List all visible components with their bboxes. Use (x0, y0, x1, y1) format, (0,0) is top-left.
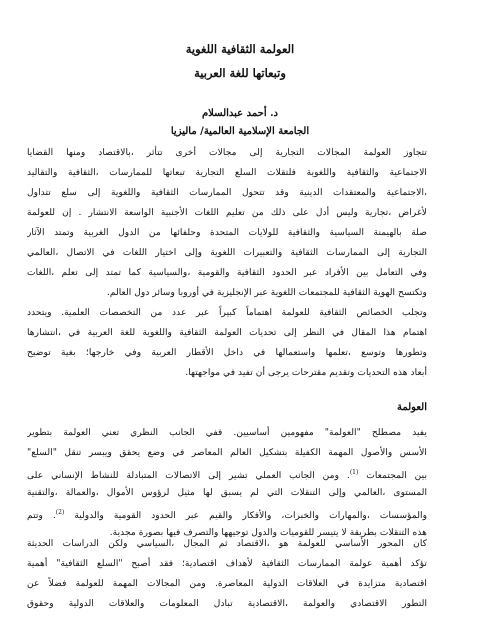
abstract-paragraph (27, 143, 427, 383)
text-line: ،الاجتماعية والمعتقدات الدينية وقد تتحول الممارسات الثقافية واللغوية إلى سلع تتداول (27, 187, 427, 198)
text-segment: . وتتم (27, 510, 56, 522)
text-line: وتجلب الخصائص الثقافية للعولمة اهتماماً كبيراً عبر عدد من التخصصات العلمية. ويتحدد (27, 307, 427, 318)
body-paragraph-2 (27, 534, 427, 614)
text-line: التجارية إلى الممارسات الثقافية والتعبيرات اللغوية وإلى اختيار اللغات في الاتصال ،العالمي (27, 247, 427, 258)
text-line (27, 503, 427, 523)
text-line: أبعاد هذه التحديات وتقديم مقترحات يرجى أن تفيد في مواجهتها. (185, 367, 427, 378)
text-line (27, 463, 427, 483)
author-name: د. أحمد عبدالسلام (201, 108, 279, 119)
text-segment: بين المجتمعات (366, 470, 427, 482)
text-line: تؤكد أهمية عولمة الممارسات الثقافية لأهداف اقتصادية؛ فقد أصبح "السلع الثقافية" أهمية (27, 558, 427, 569)
text-line: هذه التنقلات بطريقة لا يتيسر للقوميات والدول توجيهها والتصرف فيها بصورة مجدية. (109, 527, 427, 538)
text-line: كان المحور الأساسي للعولمة هو ،الاقتصاد ثم المجال ،السياسي ولكن الدراسات الحديثة (27, 538, 427, 549)
title-line-1: العولمة الثقافية اللغوية (185, 42, 295, 56)
text-line: اقتصادية متزايدة في العلاقات الدولية المعاصرة. ومن المجالات المهمة للعولمة فضلاً عن (27, 578, 427, 589)
text-line: وفي التعامل بين الأفراد عبر الحدود الثقافية والقومية ،والسياسية كما تمتد إلى تعلم ،اللغات (27, 267, 427, 278)
text-line: المستوى ،العالمي وإلى التنقلات التي لم يسبق لها مثيل لرؤوس الأموال ،والعمالة ،والتقنية (27, 487, 427, 498)
text-line: وتطورها وتوسع ،تعلمها واستعمالها في داخل الأقطار العربية وفي خارجها؛ بغية توضيح (27, 347, 427, 358)
body-paragraph-1 (27, 423, 427, 543)
text-segment: والمؤسسات ،والمهارات والخبرات، والأفكار والقيم عبر الحدود القومية والدولية (74, 510, 427, 522)
title-line-2: وتبعاتها للغة العربية (194, 66, 286, 80)
text-line: الأسس والأصول المهمة الكفيلة بتشكيل العالم المعاصر في وضع يحقق ويبسر تنقل "السلع" (27, 447, 427, 458)
footnote-ref: (1) (349, 469, 359, 476)
text-line: لأغراض ،تجارية وليس أدل على ذلك من تعليم اللغات الأجنبية الواسعة الانتشار . إن للعولمة (27, 207, 427, 218)
text-line: تتجاوز العولمة المجالات التجارية إلى مجالات أخرى تتأثر ،بالاقتصاد ومنها القضايا (27, 147, 427, 158)
author-affiliation: الجامعة الإسلامية العالمية/ ماليزيا (170, 126, 310, 137)
text-line: اهتمام هذا المقال في النظر إلى تحديات العولمة الثقافية واللغوية للغة العربية في ،انتشارها (27, 327, 427, 338)
text-segment: . ومن الجانب العملي تشير إلى الاتصالات المتبادلة للنشاط الإنساني على (27, 470, 350, 482)
footnote-ref: (2) (55, 509, 65, 516)
text-line: وتكتسح الهوية الثقافية للمجتمعات اللغوية عبر الإنجليزية في أوروبا وسائر دول العالم. (106, 287, 427, 298)
text-line: التطور الاقتصادي والعولمة ،الاقتصادية تبادل المعلومات والعلاقات الدولية وحقوق (27, 598, 427, 609)
text-line: يفيد مصطلح "العولمة" مفهومين أساسيين. ففي الجانب النظري تعني العولمة بتطوير (27, 427, 427, 438)
text-line: صلة بالهيمنة السياسية والثقافية للولايات المتحدة وحلفائها من الدول الغربية وتمتد الآثار (27, 227, 427, 238)
section-heading: العولمة (396, 402, 427, 413)
text-line: الاجتماعية والثقافية واللغوية فلتقلات السلع التجارية تبعاتها للممارسات ،الثقافية والتقاليد (27, 167, 427, 178)
